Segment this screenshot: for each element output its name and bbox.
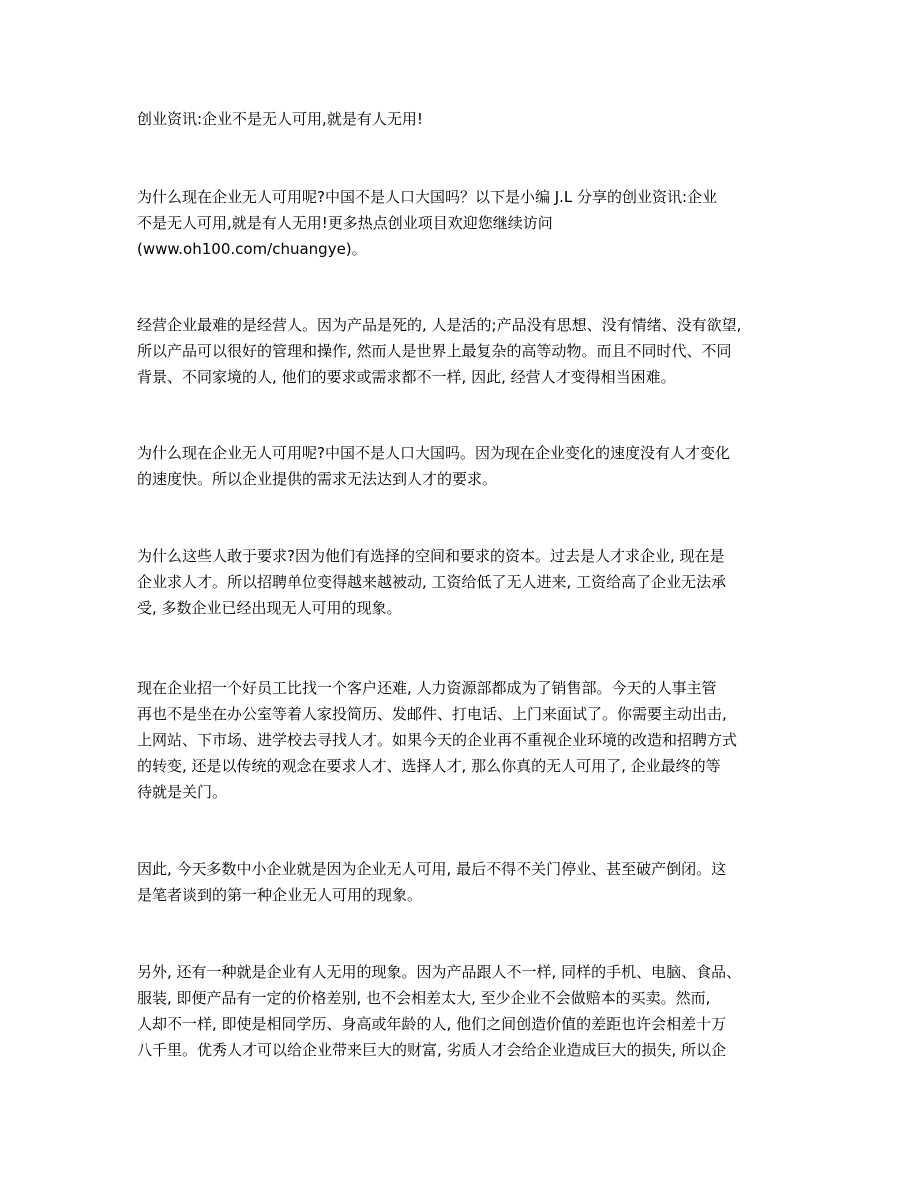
- paragraph-line: 的速度快。所以企业提供的需求无法达到人才的要求。: [137, 470, 498, 488]
- paragraph-line: 是笔者谈到的第一种企业无人可用的现象。: [137, 886, 423, 904]
- paragraph-line: 再也不是坐在办公室等着人家投简历、发邮件、打电话、上门来面试了。你需要主动出击,: [137, 705, 727, 723]
- paragraph-3: [137, 440, 787, 492]
- paragraph-line: 因此, 今天多数中小企业就是因为企业无人可用, 最后不得不关门停业、甚至破产倒闭。这: [137, 860, 727, 878]
- paragraph-line: 企业求人才。所以招聘单位变得越来越被动, 工资给低了无人进来, 工资给高了企业无法承: [137, 573, 727, 591]
- paragraph-6: [137, 856, 787, 908]
- paragraph-line: 受, 多数企业已经出现无人可用的现象。: [137, 599, 402, 617]
- title-text: 创业资讯:企业不是无人可用,就是有人无用!: [137, 110, 423, 128]
- paragraph-5: [137, 675, 787, 805]
- paragraph-line: 背景、不同家境的人, 他们的要求或需求都不一样, 因此, 经营人才变得相当困难。: [137, 368, 676, 386]
- paragraph-line: 服装, 即便产品有一定的价格差别, 也不会相差太大, 至少企业不会做赔本的买卖。然而,: [137, 989, 711, 1007]
- paragraph-line: 经营企业最难的是经营人。因为产品是死的, 人是活的;产品没有思想、没有情绪、没有欲望,: [137, 316, 742, 334]
- paragraph-line: 上网站、下市场、进学校去寻找人才。如果今天的企业再不重视企业环境的改造和招聘方式: [137, 731, 738, 749]
- paragraph-line: 为什么现在企业无人可用呢?中国不是人口大国吗？以下是小编 J.L 分享的创业资讯:企业: [137, 188, 718, 206]
- paragraph-line: 的转变, 还是以传统的观念在要求人才、选择人才, 那么你真的无人可用了, 企业最终的等: [137, 757, 721, 775]
- paragraph-4: [137, 543, 787, 621]
- paragraph-line: 为什么这些人敢于要求?因为他们有选择的空间和要求的资本。过去是人才求企业, 现在是: [137, 547, 725, 565]
- paragraph-line: 为什么现在企业无人可用呢?中国不是人口大国吗。因为现在企业变化的速度没有人才变化: [137, 444, 730, 462]
- document-title: [137, 106, 787, 132]
- paragraph-7: [137, 959, 787, 1063]
- paragraph-line: 另外, 还有一种就是企业有人无用的现象。因为产品跟人不一样, 同样的手机、电脑、食品、: [137, 963, 742, 981]
- paragraph-2: [137, 312, 787, 390]
- paragraph-line: 所以产品可以很好的管理和操作, 然而人是世界上最复杂的高等动物。而且不同时代、不同: [137, 342, 732, 360]
- paragraph-line: 八千里。优秀人才可以给企业带来巨大的财富, 劣质人才会给企业造成巨大的损失, 所以企: [137, 1041, 727, 1059]
- paragraph-line: (www.oh100.com/chuangye)。: [137, 240, 367, 258]
- paragraph-line: 现在企业招一个好员工比找一个客户还难, 人力资源部都成为了销售部。今天的人事主管: [137, 679, 717, 697]
- paragraph-line: 不是无人可用,就是有人无用!更多热点创业项目欢迎您继续访问: [137, 214, 553, 232]
- paragraph-line: 人却不一样, 即使是相同学历、身高或年龄的人, 他们之间创造价值的差距也许会相差十万: [137, 1015, 727, 1033]
- paragraph-line: 待就是关门。: [137, 783, 228, 801]
- paragraph-1: [137, 184, 787, 262]
